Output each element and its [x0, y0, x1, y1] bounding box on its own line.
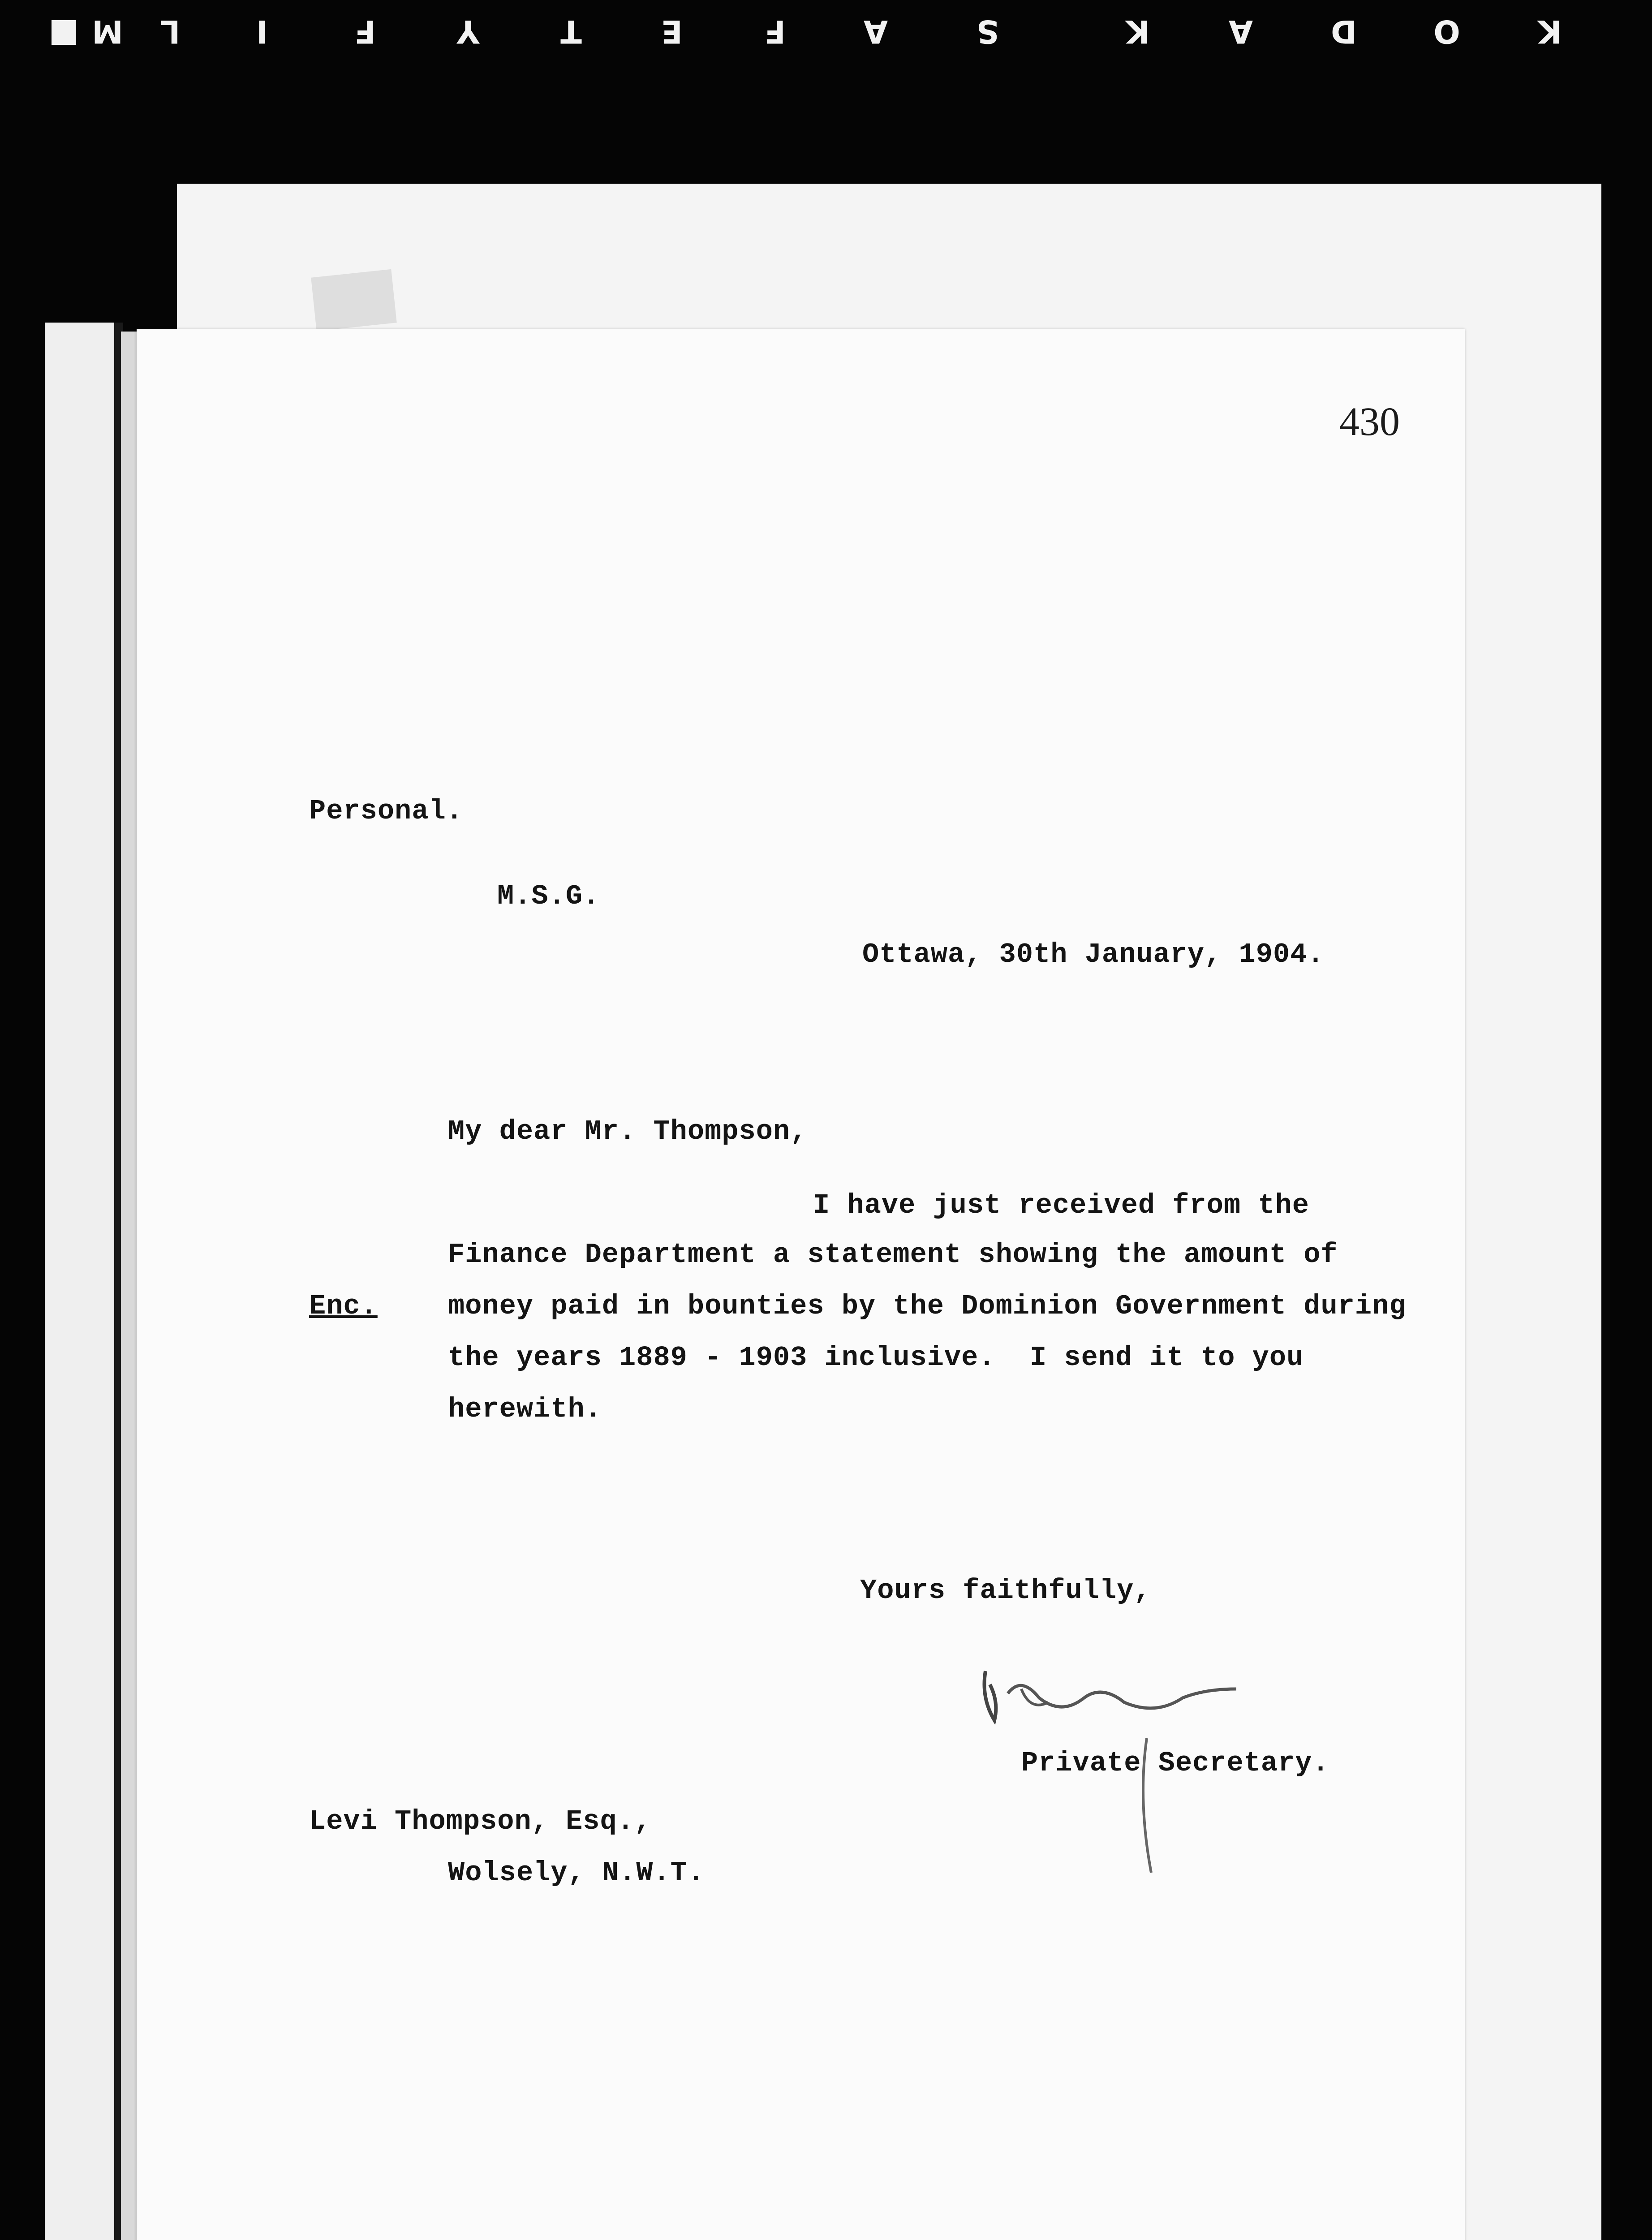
film-edge-markings	[0, 0, 1652, 67]
film-mark: I	[256, 13, 268, 50]
film-mark: O	[1433, 13, 1460, 50]
recipient-name: Levi Thompson, Esq.,	[309, 1805, 652, 1837]
greeting: My dear Mr. Thompson,	[448, 1116, 808, 1147]
film-mark: K	[1537, 13, 1562, 50]
film-mark: Y	[456, 13, 480, 50]
film-mark: F	[764, 13, 786, 50]
date-line: Ottawa, 30th January, 1904.	[862, 939, 1325, 970]
enclosure-note: Enc.	[309, 1290, 378, 1322]
film-mark: L	[160, 13, 181, 50]
body-line: Finance Department a statement showing the amount of	[448, 1239, 1338, 1271]
film-right-margin	[1613, 67, 1652, 2240]
film-mark: M	[92, 13, 123, 50]
signatory-title: Private Secretary.	[1021, 1747, 1329, 1779]
personal-header: Personal.	[309, 795, 463, 827]
film-mark: K	[1125, 13, 1150, 50]
body-line: herewith.	[448, 1393, 602, 1425]
film-mark: F	[354, 13, 376, 50]
film-edge-square-mark	[52, 20, 76, 45]
film-mark: D	[1330, 13, 1357, 50]
body-line: money paid in bounties by the Dominion Government during	[448, 1290, 1407, 1322]
recipient-place: Wolsely, N.W.T.	[448, 1857, 705, 1889]
tape-piece	[311, 269, 397, 331]
body-line: the years 1889 - 1903 inclusive. I send it to you	[448, 1342, 1304, 1374]
initials: M.S.G.	[497, 880, 600, 912]
film-mark: T	[560, 13, 582, 50]
page-number: 430	[1339, 400, 1400, 444]
closing: Yours faithfully,	[860, 1575, 1151, 1607]
letter-page	[137, 329, 1465, 2240]
film-mark: E	[661, 13, 683, 50]
left-folded-strip	[45, 323, 123, 2240]
film-mark: A	[1228, 13, 1253, 50]
film-mark: A	[863, 13, 888, 50]
film-mark: S	[976, 13, 999, 50]
body-line: I have just received from the	[813, 1189, 1309, 1221]
